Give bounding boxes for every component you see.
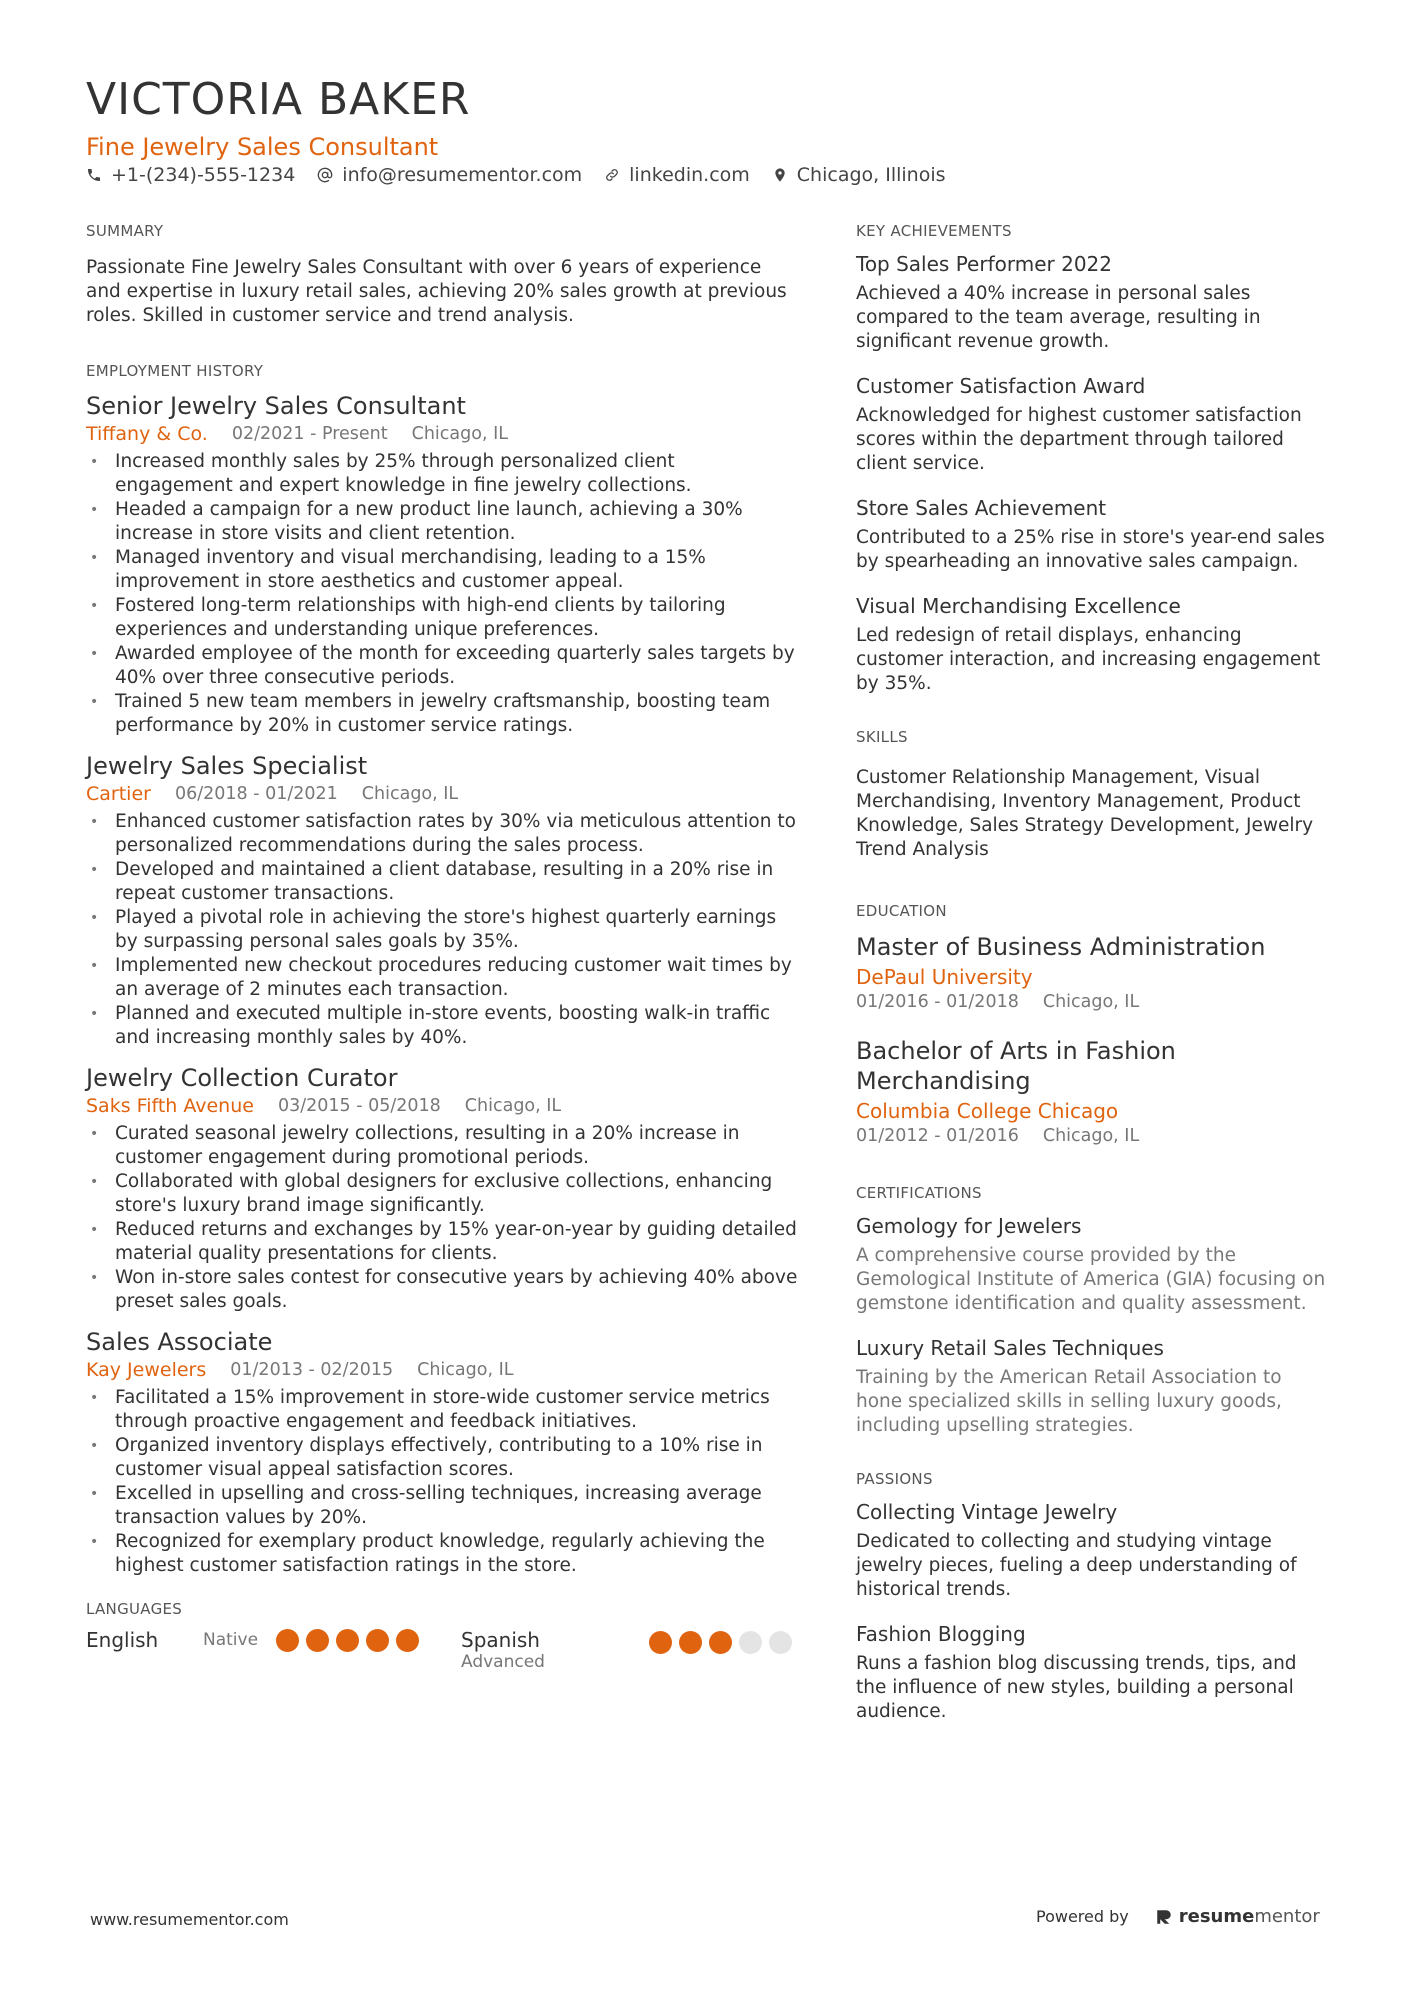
- job-dates: 03/2015 - 05/2018: [277, 1096, 441, 1116]
- rating-dot-filled: [276, 1629, 299, 1652]
- education-location: Chicago, IL: [1042, 1126, 1140, 1146]
- job-company: Tiffany & Co.: [86, 423, 208, 445]
- language-level: Native: [203, 1630, 259, 1650]
- rating-dot-filled: [396, 1629, 419, 1652]
- resumementor-logo-icon: [1155, 1908, 1173, 1926]
- certification-title: Gemology for Jewelers: [856, 1214, 1082, 1238]
- achievement-item: [856, 494, 1332, 574]
- certification-title: Luxury Retail Sales Techniques: [856, 1336, 1164, 1360]
- education-school: DePaul University: [856, 965, 1033, 989]
- certification-text: Training by the American Retail Association to hone specialized skills in selling luxury goods, including upselling strategies.: [856, 1367, 1282, 1436]
- education-item: [856, 1036, 1332, 1148]
- passion-item: [856, 1498, 1332, 1602]
- languages-section: [86, 1600, 798, 1672]
- brand-name-bold: resume: [1178, 1906, 1255, 1927]
- job-dates: 06/2018 - 01/2021: [174, 784, 338, 804]
- job-bullet: • Played a pivotal role in achieving the store's highest quarterly earnings by surpassing personal sales goals by 35%.: [86, 906, 798, 954]
- language-name: Spanish: [461, 1628, 540, 1652]
- email-text: info@resumementor.com: [342, 164, 583, 186]
- passion-text: Runs a fashion blog discussing trends, tips, and the influence of new styles, building a personal audience.: [856, 1653, 1297, 1722]
- job-company: Kay Jewelers: [86, 1359, 207, 1381]
- candidate-role: Fine Jewelry Sales Consultant: [86, 133, 439, 161]
- job-bullet: • Excelled in upselling and cross-selling techniques, increasing average transaction values by 20%.: [86, 1482, 798, 1530]
- job-bullet: • Facilitated a 15% improvement in store-wide customer service metrics through proactive engagement and feedback initiatives.: [86, 1386, 798, 1434]
- job-location: Chicago, IL: [464, 1096, 562, 1116]
- languages-heading: LANGUAGES: [86, 1600, 183, 1618]
- location-text: Chicago, Illinois: [796, 164, 946, 186]
- education-dates: 01/2016 - 01/2018: [856, 992, 1019, 1012]
- job-bullet: • Organized inventory displays effectively, contributing to a 10% rise in customer visual appeal satisfaction scores.: [86, 1434, 798, 1482]
- achievement-item: [856, 250, 1332, 354]
- job-bullets: [86, 1386, 798, 1578]
- employment-heading: EMPLOYMENT HISTORY: [86, 362, 264, 380]
- candidate-name: VICTORIA BAKER: [86, 74, 471, 125]
- achievements-heading: KEY ACHIEVEMENTS: [856, 222, 1012, 240]
- achievement-item: [856, 592, 1332, 696]
- job-meta: [86, 422, 798, 446]
- passion-item: [856, 1620, 1332, 1724]
- education-heading: EDUCATION: [856, 902, 947, 920]
- achievement-text: Contributed to a 25% rise in store's year-end sales by spearheading an innovative sales campaign.: [856, 527, 1325, 572]
- job-title: Sales Associate: [86, 1328, 273, 1356]
- at-icon: [317, 167, 333, 183]
- education-degree: Bachelor of Arts in Fashion Merchandising: [856, 1037, 1176, 1095]
- rating-dot-filled: [306, 1629, 329, 1652]
- certification-item: [856, 1212, 1332, 1316]
- language-text-group: [461, 1628, 649, 1672]
- footer-website[interactable]: www.resumementor.com: [90, 1910, 289, 1929]
- job-entry: [86, 1062, 798, 1314]
- certification-text: A comprehensive course provided by the Gemological Institute of America (GIA) focusing on gemstone identification and quality assessment.: [856, 1245, 1326, 1314]
- job-company: Saks Fifth Avenue: [86, 1095, 254, 1117]
- education-degree: Master of Business Administration: [856, 933, 1266, 961]
- summary-section: [86, 222, 798, 328]
- education-section: [856, 902, 1332, 1148]
- job-dates: 01/2013 - 02/2015: [230, 1360, 394, 1380]
- contact-location: [772, 164, 946, 186]
- job-bullet: • Headed a campaign for a new product line launch, achieving a 30% increase in store visits and client retention.: [86, 498, 798, 546]
- rating-dot-filled: [366, 1629, 389, 1652]
- achievement-title: Visual Merchandising Excellence: [856, 594, 1181, 618]
- achievement-text: Achieved a 40% increase in personal sales compared to the team average, resulting in significant revenue growth.: [856, 283, 1261, 352]
- contact-email[interactable]: [317, 164, 582, 186]
- languages-row: [86, 1628, 798, 1672]
- achievement-text: Led redesign of retail displays, enhancing customer interaction, and increasing engagement by 35%.: [856, 625, 1321, 694]
- passion-title: Fashion Blogging: [856, 1622, 1026, 1646]
- job-bullet: • Increased monthly sales by 25% through personalized client engagement and expert knowledge in fine jewelry collections.: [86, 450, 798, 498]
- rating-dot-empty: [739, 1631, 762, 1654]
- job-location: Chicago, IL: [417, 1360, 514, 1380]
- certification-item: [856, 1334, 1332, 1438]
- passion-title: Collecting Vintage Jewelry: [856, 1500, 1118, 1524]
- achievements-section: [856, 222, 1332, 696]
- job-title: Jewelry Collection Curator: [86, 1064, 398, 1092]
- link-icon: [604, 167, 620, 183]
- rating-dot-filled: [336, 1629, 359, 1652]
- job-dates: 02/2021 - Present: [231, 424, 388, 444]
- achievement-title: Top Sales Performer 2022: [856, 252, 1112, 276]
- language-item: [86, 1628, 461, 1652]
- rating-dot-filled: [679, 1631, 702, 1654]
- certifications-section: [856, 1184, 1332, 1438]
- passions-section: [856, 1470, 1332, 1724]
- job-title: Senior Jewelry Sales Consultant: [86, 392, 466, 420]
- job-bullet: • Enhanced customer satisfaction rates by 30% via meticulous attention to personalized recommendations during the sales process.: [86, 810, 798, 858]
- summary-heading: SUMMARY: [86, 222, 164, 240]
- job-company: Cartier: [86, 783, 151, 805]
- phone-icon: [86, 167, 102, 183]
- contact-bar: [86, 164, 946, 186]
- language-name: English: [86, 1628, 159, 1652]
- skills-text: Customer Relationship Management, Visual Merchandising, Inventory Management, Product Knowledge, Sales Strategy Development, Jewelry Trend Analysis: [856, 767, 1314, 860]
- skills-heading: SKILLS: [856, 728, 908, 746]
- phone-text: +1-(234)-555-1234: [111, 164, 296, 186]
- language-rating: [276, 1629, 419, 1652]
- achievement-item: [856, 372, 1332, 476]
- achievement-title: Customer Satisfaction Award: [856, 374, 1146, 398]
- job-meta: [86, 1358, 798, 1382]
- right-column: [856, 222, 1332, 1742]
- achievement-text: Acknowledged for highest customer satisfaction scores within the department through tailored client service.: [856, 405, 1302, 474]
- location-pin-icon: [772, 167, 788, 183]
- job-title: Jewelry Sales Specialist: [86, 752, 368, 780]
- job-bullet: • Managed inventory and visual merchandising, leading to a 15% improvement in store aesthetics and customer appeal.: [86, 546, 798, 594]
- contact-linkedin[interactable]: [604, 164, 750, 186]
- job-bullet: • Developed and maintained a client database, resulting in a 20% rise in repeat customer transactions.: [86, 858, 798, 906]
- rating-dot-filled: [649, 1631, 672, 1654]
- job-bullet: • Awarded employee of the month for exceeding quarterly sales targets by 40% over three consecutive periods.: [86, 642, 798, 690]
- linkedin-text: linkedin.com: [629, 164, 750, 186]
- education-item: [856, 932, 1332, 1014]
- summary-text: Passionate Fine Jewelry Sales Consultant with over 6 years of experience and expertise in luxury retail sales, achieving 20% sales growth at previous roles. Skilled in customer service and trend analysis.: [86, 257, 787, 326]
- job-location: Chicago, IL: [361, 784, 459, 804]
- education-meta: [856, 1124, 1332, 1148]
- job-bullet: • Trained 5 new team members in jewelry craftsmanship, boosting team performance by 20% in customer service ratings.: [86, 690, 798, 738]
- skills-section: [856, 728, 1332, 862]
- employment-section: [86, 362, 798, 1578]
- job-location: Chicago, IL: [411, 424, 508, 444]
- job-bullets: [86, 810, 798, 1050]
- language-rating: [649, 1631, 792, 1654]
- education-location: Chicago, IL: [1042, 992, 1140, 1012]
- rating-dot-filled: [709, 1631, 732, 1654]
- education-school: Columbia College Chicago: [856, 1099, 1119, 1123]
- job-bullet: • Implemented new checkout procedures reducing customer wait times by an average of 2 minutes each transaction.: [86, 954, 798, 1002]
- job-bullet: • Won in-store sales contest for consecutive years by achieving 40% above preset sales goals.: [86, 1266, 798, 1314]
- job-bullet: • Recognized for exemplary product knowledge, regularly achieving the highest customer satisfaction ratings in the store.: [86, 1530, 798, 1578]
- job-entry: [86, 1326, 798, 1578]
- job-entry: [86, 390, 798, 738]
- rating-dot-empty: [769, 1631, 792, 1654]
- job-bullet: • Planned and executed multiple in-store events, boosting walk-in traffic and increasing monthly sales by 40%.: [86, 1002, 798, 1050]
- job-entry: [86, 750, 798, 1050]
- left-column: [86, 222, 798, 1672]
- passion-text: Dedicated to collecting and studying vintage jewelry pieces, fueling a deep understanding of historical trends.: [856, 1531, 1297, 1600]
- language-item: [461, 1628, 792, 1672]
- job-bullets: [86, 1122, 798, 1314]
- education-dates: 01/2012 - 01/2016: [856, 1126, 1019, 1146]
- job-bullet: • Reduced returns and exchanges by 15% year-on-year by guiding detailed material quality presentations for clients.: [86, 1218, 798, 1266]
- job-meta: [86, 782, 798, 806]
- education-meta: [856, 990, 1332, 1014]
- powered-by-label: Powered by: [1036, 1907, 1129, 1926]
- brand-logo[interactable]: [1155, 1906, 1320, 1927]
- language-level: Advanced: [461, 1652, 545, 1672]
- passions-heading: PASSIONS: [856, 1470, 933, 1488]
- brand-name-light: mentor: [1254, 1906, 1320, 1927]
- achievement-title: Store Sales Achievement: [856, 496, 1107, 520]
- job-bullet: • Fostered long-term relationships with high-end clients by tailoring experiences and understanding unique preferences.: [86, 594, 798, 642]
- job-bullets: [86, 450, 798, 738]
- footer-branding: [1036, 1906, 1320, 1927]
- job-meta: [86, 1094, 798, 1118]
- job-bullet: • Collaborated with global designers for exclusive collections, enhancing store's luxury brand image significantly.: [86, 1170, 798, 1218]
- job-bullet: • Curated seasonal jewelry collections, resulting in a 20% increase in customer engagement during promotional periods.: [86, 1122, 798, 1170]
- certifications-heading: CERTIFICATIONS: [856, 1184, 982, 1202]
- contact-phone[interactable]: [86, 164, 295, 186]
